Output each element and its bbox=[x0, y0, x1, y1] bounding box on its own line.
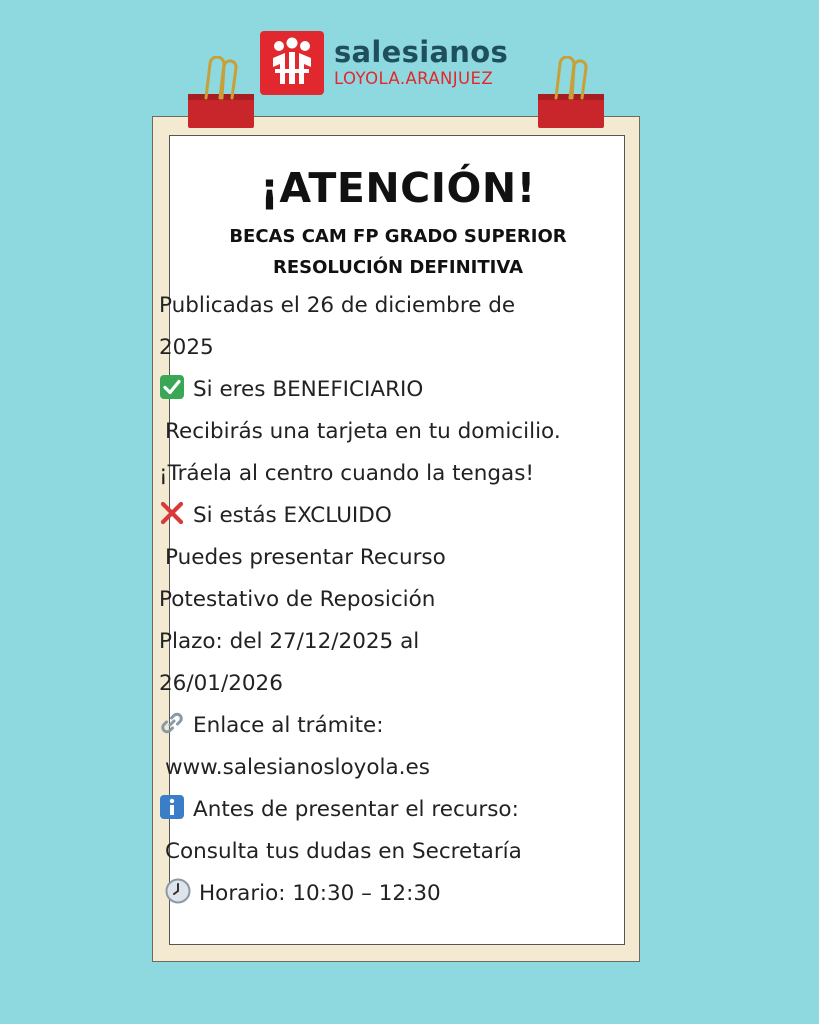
excluded-line1: Puedes presentar Recurso bbox=[165, 545, 446, 570]
notice-title: ¡ATENCIÓN! bbox=[260, 164, 536, 212]
info-heading-row bbox=[159, 789, 625, 831]
logo-subtitle: LOYOLA.ARANJUEZ bbox=[334, 69, 494, 88]
salesianos-logo bbox=[260, 30, 508, 96]
notice-subtitle-line2: RESOLUCIÓN DEFINITIVA bbox=[272, 257, 523, 278]
binder-clip-left-icon bbox=[186, 56, 256, 130]
binder-clip-right-icon bbox=[536, 56, 606, 130]
beneficiary-heading-row bbox=[159, 369, 625, 411]
excluded-heading-row bbox=[159, 495, 625, 537]
schedule-row bbox=[159, 873, 625, 915]
info-heading: Antes de presentar el recurso: bbox=[193, 797, 519, 822]
clipboard-board bbox=[152, 116, 640, 962]
notice-body bbox=[159, 285, 625, 915]
salesianos-emblem-icon bbox=[260, 31, 324, 95]
published-line1: Publicadas el 26 de diciembre de bbox=[159, 293, 516, 318]
link-url[interactable]: www.salesianosloyola.es bbox=[165, 755, 430, 780]
cross-mark-icon bbox=[159, 499, 185, 525]
link-heading: Enlace al trámite: bbox=[193, 713, 384, 738]
clock-icon bbox=[165, 877, 191, 903]
excluded-line4: 26/01/2026 bbox=[159, 671, 283, 696]
excluded-heading: Si estás EXCLUIDO bbox=[193, 503, 392, 528]
excluded-line3: Plazo: del 27/12/2025 al bbox=[159, 629, 420, 654]
beneficiary-line2: ¡Tráela al centro cuando la tengas! bbox=[159, 461, 535, 486]
logo-name: salesianos bbox=[334, 35, 509, 69]
beneficiary-line1: Recibirás una tarjeta en tu domicilio. bbox=[165, 419, 561, 444]
link-icon bbox=[159, 709, 185, 735]
published-line2: 2025 bbox=[159, 335, 214, 360]
link-heading-row bbox=[159, 705, 625, 747]
excluded-line2: Potestativo de Reposición bbox=[159, 587, 436, 612]
schedule-text: Horario: 10:30 – 12:30 bbox=[199, 881, 441, 906]
notice-subtitle-line1: BECAS CAM FP GRADO SUPERIOR bbox=[229, 226, 567, 247]
info-icon bbox=[159, 793, 185, 819]
beneficiary-heading: Si eres BENEFICIARIO bbox=[193, 377, 424, 402]
info-line1: Consulta tus dudas en Secretaría bbox=[165, 839, 522, 864]
check-mark-icon bbox=[159, 373, 185, 399]
